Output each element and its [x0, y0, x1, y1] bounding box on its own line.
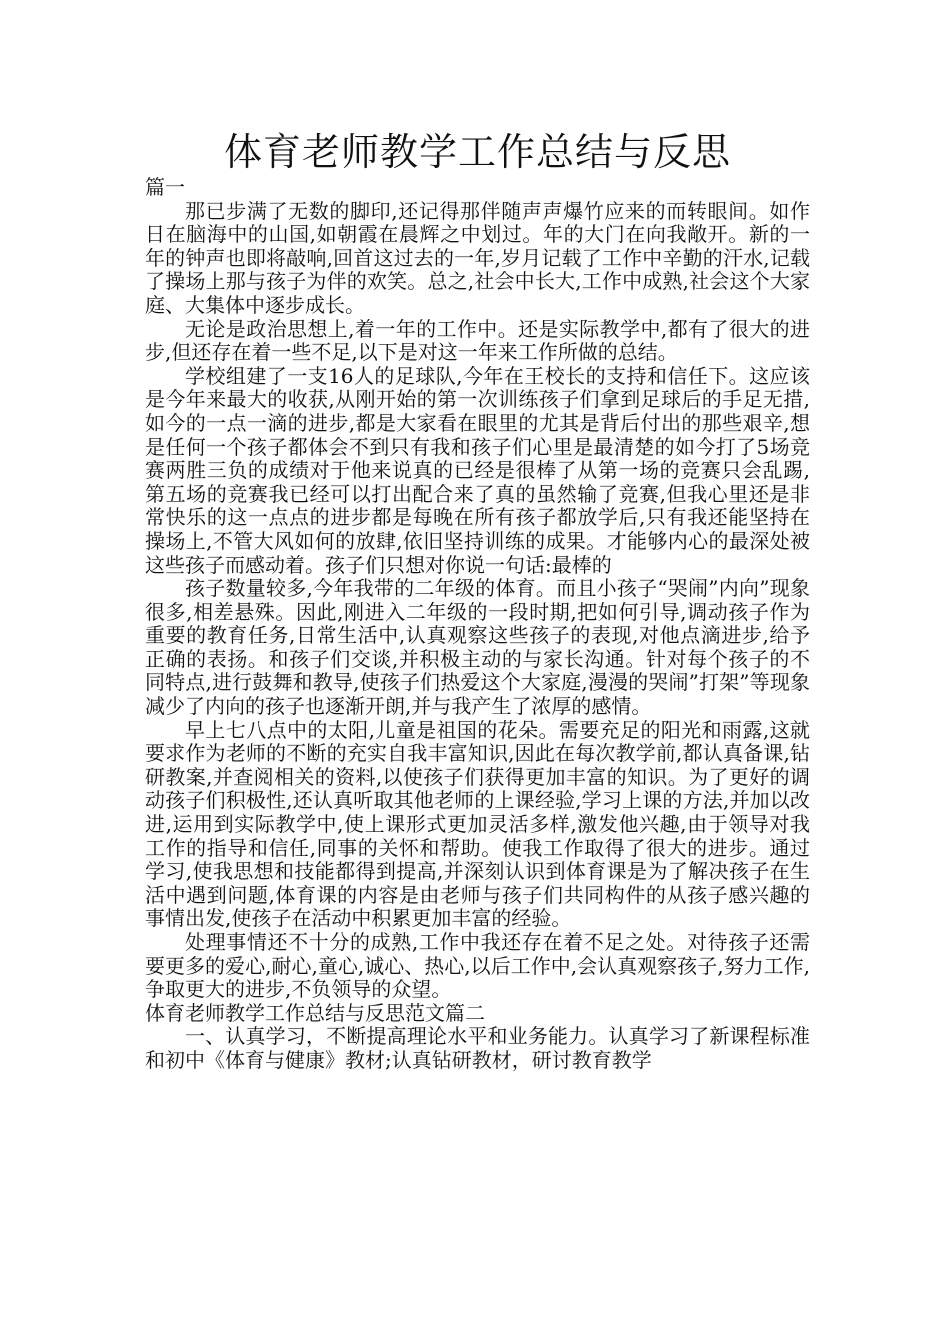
section2-paragraph-1: 一、认真学习，不断提高理论水平和业务能力。认真学习了新课程标准和初中《体育与健康》教材;认真钻研教材，研讨教育教学: [145, 1024, 810, 1072]
document-title: 体育老师教学工作总结与反思: [223, 130, 731, 174]
paragraph-6: 处理事情还不十分的成熟,工作中我还存在着不足之处。对待孩子还需要更多的爱心,耐心,童心,诚心、热心,以后工作中,会认真观察孩子,努力工作,争取更大的进步,不负领导的众望。: [145, 930, 810, 1002]
section-heading-1: 篇一: [145, 175, 185, 199]
paragraph-4: 孩子数量较多,今年我带的二年级的体育。而且小孩子“哭闹”内向”现象很多,相差悬殊。因此,刚进入二年级的一段时期,把如何引导,调动孩子作为重要的教育任务,日常生活中,认真观察这些孩子的表现,对他点滴进步,给予正确的表扬。和孩子们交谈,并积极主动的与家长沟通。针对每个孩子的不同特点,进行鼓舞和教导,使孩子们热爱这个大家庭,漫漫的哭闹”打架”等现象减少了内向的孩子也逐渐开朗,并与我产生了浓厚的感情。: [145, 576, 810, 719]
paragraph-3: 学校组建了一支16人的足球队,今年在王校长的支持和信任下。这应该是今年来最大的收获,从刚开始的第一次训练孩子们拿到足球后的手足无措,如今的一点一滴的进步,都是大家看在眼里的尤其是背后付出的那些艰辛,想是任何一个孩子都体会不到只有我和孩子们心里是最清楚的如今打了5场竞赛两胜三负的成绩对于他来说真的已经是很棒了从第一场的竞赛只会乱踢,第五场的竞赛我已经可以打出配合来了真的虽然输了竞赛,但我心里还是非常快乐的这一点点的进步都是每晚在所有孩子都放学后,只有我还能坚持在操场上,不管大风如何的放肆,依旧坚持训练的成果。才能够内心的最深处被这些孩子而感动着。孩子们只想对你说一句话:最棒的: [145, 363, 810, 577]
paragraph-2: 无论是政治思想上,着一年的工作中。还是实际教学中,都有了很大的进步,但还存在着一些不足,以下是对这一年来工作所做的总结。: [145, 316, 810, 365]
document-body: [145, 128, 810, 1073]
paragraph-5: 早上七八点中的太阳,儿童是祖国的花朵。需要充足的阳光和雨露,这就要求作为老师的不断的充实自我丰富知识,因此在每次教学前,都认真备课,钻研教案,并查阅相关的资料,以使孩子们获得更加丰富的知识。为了更好的调动孩子们积极性,还认真听取其他老师的上课经验,学习上课的方法,并加以改进,运用到实际教学中,使上课形式更加灵活多样,激发他兴趣,由于领导对我工作的指导和信任,同事的关怀和帮助。使我工作取得了很大的进步。通过学习,使我思想和技能都得到提高,并深刻认识到体育课是为了解决孩子在生活中遇到问题,体育课的内容是由老师与孩子们共同构件的从孩子感兴趣的事情出发,使孩子在活动中积累更加丰富的经验。: [145, 717, 810, 931]
section-heading-2: 体育老师教学工作总结与反思范文篇二: [145, 1000, 485, 1025]
paragraph-1: 那已步满了无数的脚印,还记得那伴随声声爆竹应来的而转眼间。如作日在脑海中的山国,如朝霞在晨辉之中划过。年的大门在向我敞开。新的一年的钟声也即将敲响,回首这过去的一年,岁月记载了工作中辛勤的汗水,记载了操场上那与孩子为伴的欢笑。总之,社会中长大,工作中成熟,社会这个大家庭、大集体中逐步成长。: [145, 198, 810, 317]
